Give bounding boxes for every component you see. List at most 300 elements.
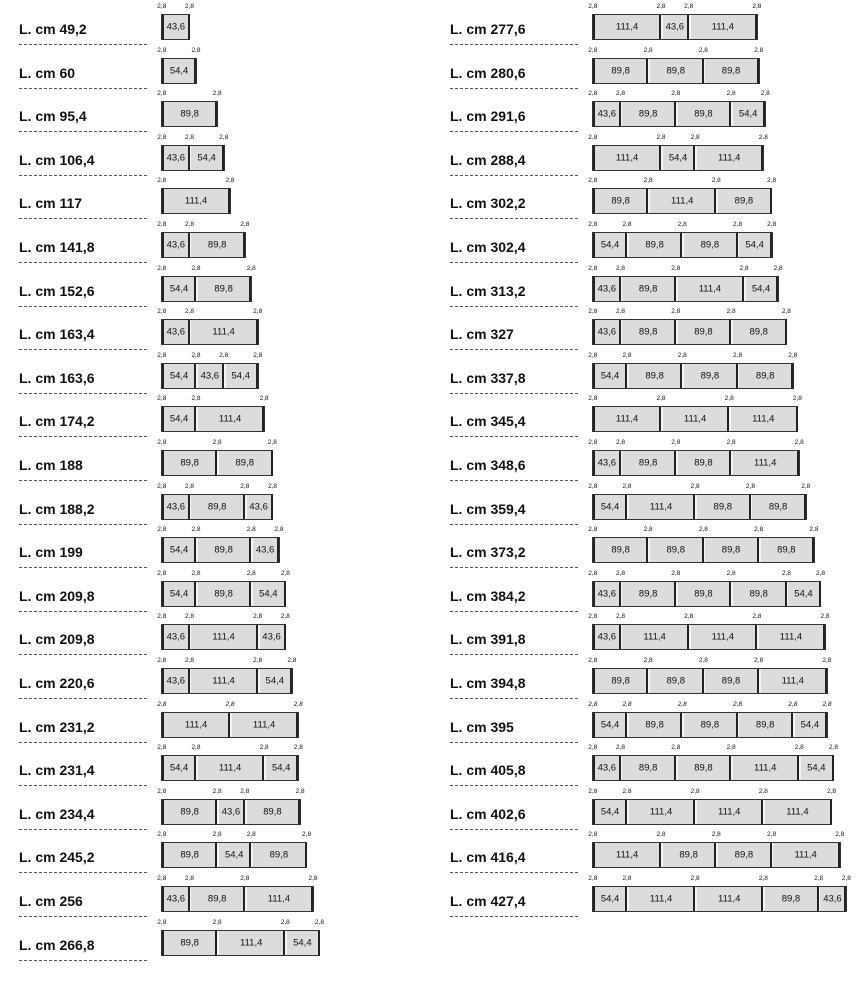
module-bar	[161, 624, 286, 650]
length-label: L. cm 348,6	[450, 456, 578, 481]
length-label: L. cm 337,8	[450, 369, 578, 394]
length-label: L. cm 209,8	[19, 587, 147, 612]
length-label: L. cm 394,8	[450, 674, 578, 699]
module-bar	[161, 145, 225, 171]
module-bar	[161, 58, 197, 84]
post-width-label: 2,8	[671, 264, 681, 272]
post-width-label: 2,8	[302, 831, 312, 839]
module-bar	[592, 886, 847, 912]
module-width-label: 54,4	[600, 239, 620, 251]
module-width-label: 89,8	[694, 588, 713, 600]
post-width-label: 2,8	[616, 439, 626, 446]
post-width-label: 2,8	[622, 875, 632, 882]
post-width-label: 2,8	[684, 3, 694, 10]
module-segment	[622, 582, 676, 606]
configuration-row	[450, 571, 860, 609]
post-width-label: 2,8	[212, 831, 222, 839]
post-width-label: 2,8	[588, 351, 598, 359]
module-segment	[593, 669, 648, 693]
module-width-label: 54,4	[169, 370, 189, 382]
post-width-label: 2,8	[792, 395, 802, 403]
module-width-label: 111,4	[671, 195, 694, 207]
module-width-label: 54,4	[600, 501, 620, 513]
length-label: L. cm 220,6	[19, 674, 147, 699]
module-bar	[592, 799, 832, 825]
module-width-label: 89,8	[700, 719, 720, 731]
module-segment	[622, 320, 676, 344]
configuration-row	[450, 222, 860, 260]
module-segment	[593, 189, 648, 213]
length-label: L. cm 280,6	[450, 64, 578, 89]
module-width-label: 111,4	[781, 675, 804, 687]
module-segment	[705, 59, 759, 83]
module-width-label: 111,4	[779, 631, 803, 643]
module-width-label: 89,8	[611, 675, 630, 687]
module-width-label: 89,8	[666, 544, 685, 556]
post-width-label: 2,8	[225, 700, 235, 708]
module-segment	[198, 756, 265, 780]
post-width-label: 2,8	[240, 875, 250, 882]
module-bar	[161, 930, 320, 956]
configuration-row	[19, 178, 429, 216]
length-label: L. cm 359,4	[450, 500, 578, 525]
module-width-label: 111,4	[794, 849, 817, 861]
module-segment	[622, 756, 676, 780]
module-segment	[162, 146, 190, 170]
configuration-row	[19, 702, 429, 740]
module-segment	[795, 713, 827, 737]
post-width-label: 2,8	[828, 744, 838, 752]
module-segment	[622, 625, 689, 649]
module-segment	[162, 277, 196, 301]
module-segment	[593, 59, 648, 83]
module-segment	[198, 364, 224, 388]
module-segment	[191, 146, 223, 170]
post-width-label: 2,8	[157, 221, 167, 228]
post-width-label: 2,8	[185, 221, 195, 228]
post-width-label: 2,8	[622, 787, 632, 795]
length-label: L. cm 345,4	[450, 412, 578, 437]
post-width-label: 2,8	[157, 177, 167, 185]
module-width-label: 111,4	[649, 806, 673, 818]
post-width-label: 2,8	[754, 657, 764, 664]
module-width-label: 89,8	[721, 65, 741, 77]
post-width-label: 2,8	[212, 439, 222, 446]
module-segment	[663, 146, 695, 170]
module-segment	[733, 451, 800, 475]
module-bar	[592, 755, 834, 781]
module-segment	[593, 451, 621, 475]
post-width-label: 2,8	[588, 46, 598, 54]
post-width-label: 2,8	[754, 46, 764, 54]
module-bar	[592, 712, 828, 738]
module-bar	[161, 799, 301, 825]
module-width-label: 89,8	[638, 457, 658, 469]
module-segment	[650, 59, 704, 83]
module-width-label: 89,8	[611, 195, 630, 207]
module-segment	[162, 756, 196, 780]
module-segment	[162, 800, 217, 824]
module-segment	[697, 887, 764, 911]
module-width-label: 89,8	[666, 675, 685, 687]
module-segment	[801, 756, 833, 780]
post-width-label: 2,8	[794, 439, 804, 446]
post-width-label: 2,8	[781, 569, 791, 577]
post-width-label: 2,8	[588, 787, 598, 795]
post-width-label: 2,8	[616, 308, 626, 316]
module-width-label: 89,8	[269, 849, 289, 861]
module-segment	[162, 669, 190, 693]
module-segment	[198, 582, 252, 606]
module-width-label: 89,8	[700, 239, 720, 251]
module-width-label: 111,4	[683, 413, 707, 425]
module-bar	[592, 842, 841, 868]
module-width-label: 43,6	[166, 893, 186, 905]
post-width-label: 2,8	[656, 133, 666, 141]
length-label: L. cm 391,8	[450, 630, 578, 655]
configuration-row	[19, 789, 429, 827]
post-width-label: 2,8	[809, 526, 819, 534]
length-label: L. cm 245,2	[19, 848, 147, 873]
length-label: L. cm 313,2	[450, 282, 578, 307]
module-width-label: 43,6	[166, 675, 186, 687]
module-bar	[161, 712, 299, 738]
configuration-row	[450, 789, 860, 827]
module-width-label: 89,8	[694, 762, 713, 774]
length-label: L. cm 209,8	[19, 630, 147, 655]
module-bar	[592, 537, 815, 563]
post-width-label: 2,8	[671, 439, 681, 446]
module-bar	[592, 624, 826, 650]
module-segment	[191, 625, 258, 649]
module-width-label: 89,8	[638, 108, 658, 120]
module-bar	[592, 363, 794, 389]
post-width-label: 2,8	[726, 439, 736, 446]
module-width-label: 89,8	[214, 588, 233, 600]
post-width-label: 2,8	[690, 787, 700, 795]
post-width-label: 2,8	[677, 221, 687, 228]
configuration-row	[450, 91, 860, 129]
post-width-label: 2,8	[588, 657, 598, 664]
module-segment	[198, 277, 252, 301]
length-label: L. cm 234,4	[19, 805, 147, 830]
configuration-row	[19, 484, 429, 522]
configuration-row	[450, 266, 860, 304]
post-width-label: 2,8	[157, 46, 167, 54]
post-width-label: 2,8	[185, 875, 195, 882]
post-width-label: 2,8	[677, 700, 687, 708]
module-bar	[592, 232, 773, 258]
configuration-row	[19, 527, 429, 565]
configuration-row	[19, 614, 429, 652]
post-width-label: 2,8	[698, 657, 708, 664]
post-width-label: 2,8	[794, 744, 804, 752]
module-width-label: 111,4	[615, 21, 639, 33]
module-segment	[593, 102, 621, 126]
module-width-label: 89,8	[666, 65, 685, 77]
module-width-label: 111,4	[252, 719, 276, 731]
post-width-label: 2,8	[259, 744, 269, 752]
post-width-label: 2,8	[835, 831, 845, 839]
length-label: L. cm 327	[450, 325, 578, 350]
module-segment	[198, 538, 252, 562]
module-width-label: 43,6	[166, 239, 186, 251]
post-width-label: 2,8	[773, 264, 783, 272]
post-width-label: 2,8	[191, 526, 201, 534]
post-width-label: 2,8	[841, 875, 851, 882]
module-bar	[161, 101, 218, 127]
module-width-label: 89,8	[207, 239, 227, 251]
configuration-row	[450, 527, 860, 565]
module-segment	[191, 669, 258, 693]
post-width-label: 2,8	[308, 875, 318, 882]
module-width-label: 89,8	[180, 457, 199, 469]
module-segment	[691, 625, 758, 649]
post-width-label: 2,8	[259, 395, 269, 403]
module-width-label: 89,8	[749, 588, 768, 600]
post-width-label: 2,8	[185, 482, 195, 490]
post-width-label: 2,8	[157, 439, 167, 446]
post-width-label: 2,8	[212, 918, 222, 926]
configuration-row	[19, 309, 429, 347]
module-segment	[593, 495, 627, 519]
module-width-label: 54,4	[169, 413, 189, 425]
length-label: L. cm 163,6	[19, 369, 147, 394]
module-segment	[629, 887, 696, 911]
length-label: L. cm 231,4	[19, 761, 147, 786]
post-width-label: 2,8	[758, 133, 768, 141]
length-label: L. cm 402,6	[450, 805, 578, 830]
post-width-label: 2,8	[752, 3, 762, 10]
module-bar	[592, 319, 787, 345]
post-width-label: 2,8	[726, 569, 736, 577]
post-width-label: 2,8	[622, 482, 632, 490]
module-width-label: 54,4	[745, 239, 764, 251]
module-segment	[650, 189, 717, 213]
post-width-label: 2,8	[698, 46, 708, 54]
post-width-label: 2,8	[157, 700, 167, 708]
module-segment	[593, 887, 627, 911]
post-width-label: 2,8	[212, 90, 222, 98]
module-width-label: 43,6	[262, 631, 281, 643]
post-width-label: 2,8	[788, 700, 798, 708]
module-segment	[663, 407, 730, 431]
length-label: L. cm 373,2	[450, 543, 578, 568]
length-label: L. cm 152,6	[19, 282, 147, 307]
length-label: L. cm 49,2	[19, 20, 147, 45]
post-width-label: 2,8	[788, 351, 798, 359]
module-width-label: 89,8	[700, 370, 720, 382]
module-width-label: 89,8	[214, 544, 233, 556]
module-segment	[162, 407, 196, 431]
post-width-label: 2,8	[767, 831, 777, 839]
module-width-label: 89,8	[694, 326, 713, 338]
module-width-label: 111,4	[212, 326, 235, 338]
module-segment	[684, 713, 738, 737]
post-width-label: 2,8	[643, 46, 653, 54]
module-width-label: 89,8	[207, 893, 227, 905]
configuration-row	[450, 353, 860, 391]
module-segment	[761, 538, 815, 562]
post-width-label: 2,8	[253, 351, 263, 359]
configuration-row	[19, 745, 429, 783]
post-width-label: 2,8	[760, 90, 770, 98]
configuration-row	[19, 440, 429, 478]
module-width-label: 54,4	[265, 675, 285, 687]
post-width-label: 2,8	[745, 482, 755, 490]
module-bar	[161, 537, 280, 563]
post-width-label: 2,8	[754, 526, 764, 534]
module-width-label: 89,8	[645, 370, 664, 382]
configuration-row	[450, 309, 860, 347]
post-width-label: 2,8	[287, 657, 297, 664]
module-width-label: 43,6	[166, 21, 186, 33]
post-width-label: 2,8	[711, 831, 721, 839]
length-label: L. cm 266,8	[19, 936, 147, 961]
module-width-label: 89,8	[214, 283, 233, 295]
module-width-label: 111,4	[718, 152, 741, 164]
module-segment	[739, 713, 793, 737]
module-segment	[219, 800, 245, 824]
post-width-label: 2,8	[826, 787, 837, 795]
post-width-label: 2,8	[733, 700, 743, 708]
post-width-label: 2,8	[733, 351, 743, 359]
module-segment	[162, 189, 230, 213]
module-segment	[593, 582, 621, 606]
module-width-label: 43,6	[597, 631, 617, 643]
post-width-label: 2,8	[185, 133, 195, 141]
post-width-label: 2,8	[726, 308, 736, 316]
module-width-label: 89,8	[755, 370, 775, 382]
module-width-label: 89,8	[734, 849, 754, 861]
post-width-label: 2,8	[671, 744, 681, 752]
configuration-row	[19, 135, 429, 173]
module-width-label: 89,8	[713, 501, 733, 513]
module-segment	[678, 102, 732, 126]
module-width-label: 111,4	[752, 413, 775, 425]
module-segment	[593, 538, 648, 562]
module-width-label: 111,4	[615, 849, 639, 861]
post-width-label: 2,8	[157, 787, 167, 795]
module-segment	[266, 756, 298, 780]
module-segment	[697, 146, 764, 170]
module-width-label: 43,6	[166, 631, 186, 643]
module-width-label: 54,4	[169, 544, 189, 556]
module-width-label: 89,8	[679, 849, 698, 861]
module-segment	[593, 15, 661, 39]
module-width-label: 54,4	[600, 893, 620, 905]
length-label: L. cm 141,8	[19, 238, 147, 263]
post-width-label: 2,8	[588, 482, 598, 490]
module-segment	[260, 669, 292, 693]
module-bar	[592, 58, 760, 84]
post-width-label: 2,8	[191, 351, 201, 359]
module-segment	[253, 582, 285, 606]
module-segment	[697, 800, 764, 824]
post-width-label: 2,8	[157, 831, 167, 839]
post-width-label: 2,8	[185, 613, 195, 621]
module-segment	[162, 451, 217, 475]
post-width-label: 2,8	[588, 526, 598, 534]
post-width-label: 2,8	[622, 700, 632, 708]
configuration-row	[450, 396, 860, 434]
post-width-label: 2,8	[157, 613, 167, 621]
module-width-label: 54,4	[794, 588, 813, 600]
module-segment	[684, 364, 738, 388]
configuration-row	[450, 4, 860, 42]
post-width-label: 2,8	[622, 221, 632, 228]
module-width-label: 89,8	[180, 849, 199, 861]
length-label: L. cm 384,2	[450, 587, 578, 612]
post-width-label: 2,8	[191, 569, 201, 577]
module-segment	[191, 233, 245, 257]
module-bar	[161, 319, 259, 345]
module-segment	[232, 713, 299, 737]
configuration-row	[450, 48, 860, 86]
post-width-label: 2,8	[616, 90, 626, 98]
module-bar	[592, 450, 800, 476]
module-width-label: 89,8	[749, 326, 768, 338]
length-label: L. cm 174,2	[19, 412, 147, 437]
configuration-row	[450, 484, 860, 522]
post-width-label: 2,8	[240, 221, 250, 228]
module-width-label: 111,4	[786, 806, 809, 818]
module-bar	[161, 842, 307, 868]
module-segment	[593, 277, 621, 301]
length-label: L. cm 188	[19, 456, 147, 481]
module-width-label: 54,4	[668, 152, 688, 164]
length-label: L. cm 416,4	[450, 848, 578, 873]
module-width-label: 89,8	[180, 937, 199, 949]
length-label: L. cm 256	[19, 892, 147, 917]
module-width-label: 54,4	[293, 937, 312, 949]
module-width-label: 89,8	[755, 719, 775, 731]
length-label: L. cm 302,4	[450, 238, 578, 263]
module-segment	[718, 189, 772, 213]
post-width-label: 2,8	[157, 569, 167, 577]
module-width-label: 54,4	[169, 283, 189, 295]
module-bar	[592, 276, 779, 302]
post-width-label: 2,8	[219, 133, 229, 141]
post-width-label: 2,8	[616, 569, 626, 577]
module-bar	[161, 668, 293, 694]
module-bar	[592, 188, 772, 214]
post-width-label: 2,8	[280, 613, 290, 621]
module-width-label: 89,8	[734, 195, 754, 207]
module-segment	[162, 887, 190, 911]
module-segment	[253, 538, 279, 562]
module-segment	[593, 625, 621, 649]
module-width-label: 54,4	[197, 152, 216, 164]
post-width-label: 2,8	[820, 613, 830, 621]
module-segment	[684, 233, 738, 257]
configuration-row	[450, 832, 860, 870]
module-width-label: 43,6	[597, 762, 617, 774]
module-segment	[191, 495, 245, 519]
module-width-label: 89,8	[781, 893, 801, 905]
module-width-label: 43,6	[665, 21, 685, 33]
module-segment	[678, 756, 732, 780]
post-width-label: 2,8	[588, 700, 598, 708]
length-label: L. cm 60	[19, 64, 147, 89]
post-width-label: 2,8	[219, 351, 229, 359]
module-width-label: 111,4	[649, 893, 673, 905]
post-width-label: 2,8	[690, 133, 700, 141]
module-width-label: 89,8	[694, 108, 713, 120]
length-label: L. cm 427,4	[450, 892, 578, 917]
module-segment	[746, 277, 778, 301]
module-width-label: 54,4	[169, 762, 189, 774]
